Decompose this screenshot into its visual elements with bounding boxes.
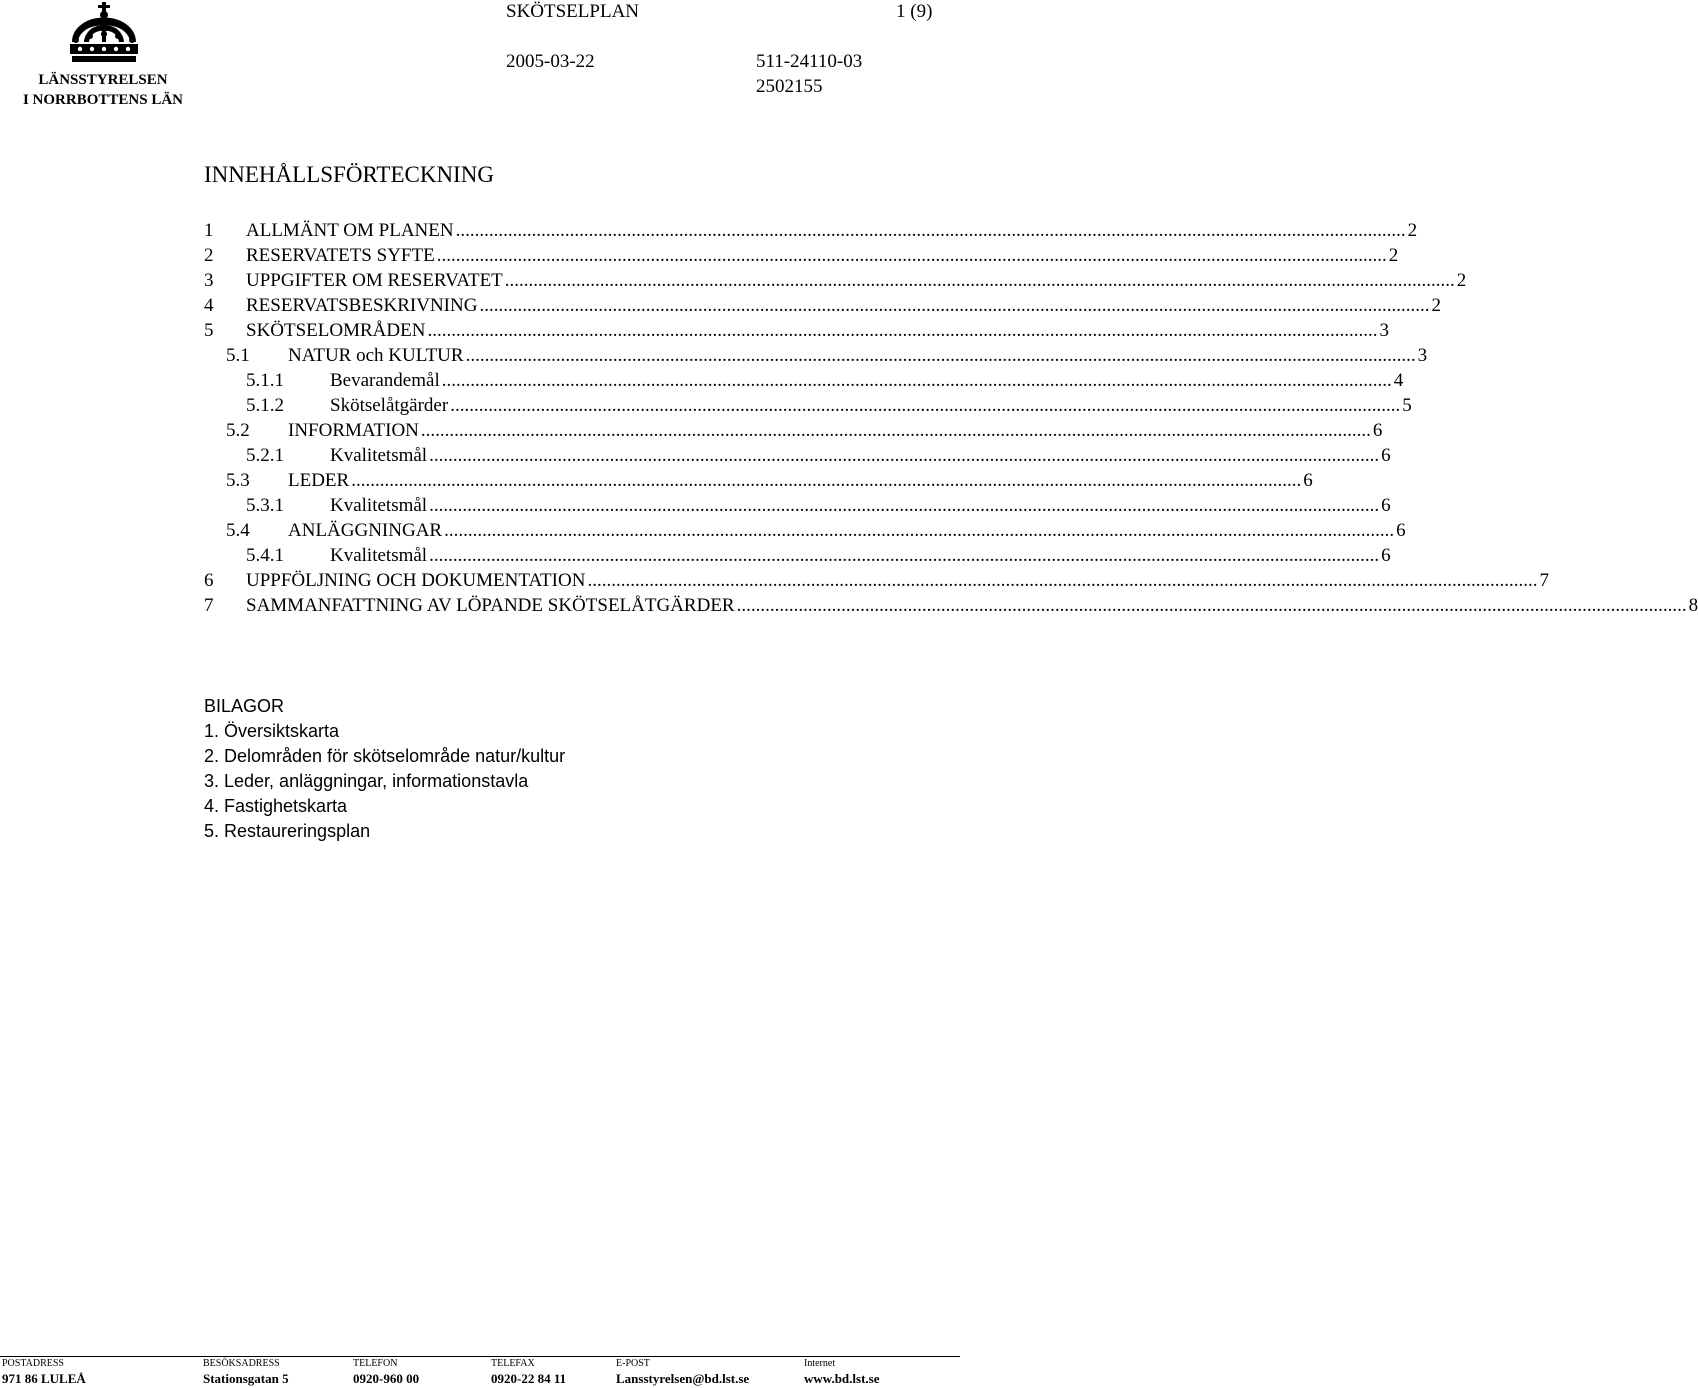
toc-leader-dots: ........................................................................................................................................................................................................	[504, 270, 1455, 291]
toc-entry-number: 4	[204, 295, 214, 316]
toc-entry-title: ALLMÄNT OM PLANEN	[246, 220, 454, 241]
org-name-line2: I NORRBOTTENS LÄN	[22, 92, 184, 108]
toc-entry-number: 5.2.1	[246, 445, 284, 466]
toc-entry[interactable]	[204, 393, 1412, 418]
toc-entry-number: 5.3.1	[246, 495, 284, 516]
toc-entry-page: 6	[1372, 420, 1383, 441]
toc-entry-title: Bevarandemål	[330, 370, 440, 391]
toc-entry-title: Kvalitetsmål	[330, 445, 428, 466]
toc-leader-dots: ........................................................................................................................................................................................................	[465, 345, 1416, 366]
toc-entry-page: 6	[1396, 520, 1406, 541]
footer-label: BESÖKSADRESS	[203, 1358, 280, 1369]
toc-entry-page: 3	[1379, 320, 1389, 341]
org-name-line1: LÄNSSTYRELSEN	[38, 72, 168, 88]
toc-entry-page: 3	[1417, 345, 1428, 366]
toc-entry-number: 1	[204, 220, 214, 241]
toc-entry[interactable]	[204, 293, 1441, 318]
toc-entry-number: 5.4.1	[246, 545, 284, 566]
doc-title: SKÖTSELPLAN	[506, 1, 640, 22]
toc-entry-number: 7	[204, 595, 214, 616]
toc-leader-dots: ........................................................................................................................................................................................................	[736, 595, 1687, 616]
toc-entry[interactable]	[204, 593, 1698, 618]
toc-entry-page: 6	[1381, 545, 1391, 566]
footer-website-link[interactable]: www.bd.lst.se	[804, 1371, 880, 1386]
toc-entry-page: 2	[1388, 245, 1399, 266]
toc-entry-title: SKÖTSELOMRÅDEN	[246, 320, 426, 341]
page-indicator: 1 (9)	[896, 1, 933, 22]
toc-entry-title: Skötselåtgärder	[330, 395, 449, 416]
toc-entry-number: 5.3	[226, 470, 250, 491]
toc-entry-page: 6	[1381, 495, 1391, 516]
footer-value: 971 86 LULEÅ	[2, 1371, 86, 1386]
toc-entry-number: 5.2	[226, 420, 250, 441]
toc-leader-dots: ........................................................................................................................................................................................................	[450, 395, 1401, 416]
toc-heading: INNEHÅLLSFÖRTECKNING	[204, 162, 494, 187]
toc-entry-number: 5.1.1	[246, 370, 284, 391]
toc-leader-dots: ........................................................................................................................................................................................................	[441, 370, 1392, 391]
attachment-item: 3. Leder, anläggningar, informationstavla	[204, 771, 529, 791]
toc-leader-dots: ........................................................................................................................................................................................................	[455, 220, 1406, 241]
footer-besoksadress	[203, 1358, 289, 1388]
attachment-item: 4. Fastighetskarta	[204, 796, 348, 816]
toc-entry-page: 2	[1456, 270, 1467, 291]
footer-telefax	[491, 1358, 566, 1388]
toc-leader-dots: ........................................................................................................................................................................................................	[420, 420, 1371, 441]
toc-entry-title: LEDER	[288, 470, 350, 491]
toc-entry-page: 7	[1539, 570, 1549, 591]
toc-entry[interactable]	[204, 568, 1549, 593]
toc-entry[interactable]	[204, 318, 1389, 343]
toc-entry-title: RESERVATETS SYFTE	[246, 245, 435, 266]
toc-entry-number: 5.1.2	[246, 395, 284, 416]
toc-entry-page: 2	[1407, 220, 1418, 241]
toc-entry[interactable]	[204, 518, 1406, 543]
toc-entry-title: Kvalitetsmål	[330, 545, 428, 566]
toc-entry-number: 3	[204, 270, 214, 291]
toc-entry[interactable]	[204, 543, 1391, 568]
footer-label: TELEFON	[353, 1358, 398, 1369]
footer-internet	[804, 1358, 880, 1388]
footer-email-link[interactable]: Lansstyrelsen@bd.lst.se	[616, 1371, 750, 1386]
toc-entry[interactable]	[204, 268, 1467, 293]
doc-ref-1: 511-24110-03	[756, 51, 863, 72]
footer-divider	[0, 1356, 960, 1357]
doc-ref-2: 2502155	[756, 76, 823, 97]
toc-entry-title: INFORMATION	[288, 420, 419, 441]
footer-value: 0920-22 84 11	[491, 1371, 567, 1386]
toc-entry[interactable]	[204, 443, 1391, 468]
footer-label: E-POST	[616, 1358, 650, 1369]
footer-value: Stationsgatan 5	[203, 1371, 289, 1386]
toc-leader-dots: ........................................................................................................................................................................................................	[429, 545, 1380, 566]
toc-entry-page: 2	[1431, 295, 1441, 316]
toc-leader-dots: ........................................................................................................................................................................................................	[427, 320, 1378, 341]
toc-entry-number: 6	[204, 570, 214, 591]
footer-postadress	[2, 1358, 86, 1388]
toc-entry-title: Kvalitetsmål	[330, 495, 428, 516]
attachments-heading: BILAGOR	[204, 696, 285, 716]
toc-leader-dots: ........................................................................................................................................................................................................	[351, 470, 1302, 491]
toc-entry[interactable]	[204, 418, 1383, 443]
toc-leader-dots: ........................................................................................................................................................................................................	[429, 445, 1380, 466]
toc-entry-page: 6	[1303, 470, 1313, 491]
toc-entry[interactable]	[204, 343, 1428, 368]
footer-epost	[616, 1358, 749, 1388]
toc-entry-page: 8	[1688, 595, 1698, 616]
attachments-section	[204, 694, 565, 844]
footer-label: POSTADRESS	[2, 1358, 64, 1369]
toc-entry-title: UPPFÖLJNING OCH DOKUMENTATION	[246, 570, 586, 591]
toc-leader-dots: ........................................................................................................................................................................................................	[444, 520, 1395, 541]
toc-leader-dots: ........................................................................................................................................................................................................	[436, 245, 1387, 266]
attachment-item: 5. Restaureringsplan	[204, 821, 371, 841]
toc-leader-dots: ........................................................................................................................................................................................................	[479, 295, 1430, 316]
toc-leader-dots: ........................................................................................................................................................................................................	[587, 570, 1538, 591]
toc-entry-title: ANLÄGGNINGAR	[288, 520, 443, 541]
attachment-item: 1. Översiktskarta	[204, 721, 340, 741]
toc-entry[interactable]	[204, 368, 1404, 393]
toc-entry-number: 5	[204, 320, 214, 341]
crown-icon	[66, 2, 142, 68]
toc-entry-title: SAMMANFATTNING AV LÖPANDE SKÖTSELÅTGÄRDER	[246, 595, 735, 616]
toc-entry[interactable]	[204, 218, 1418, 243]
footer-telefon	[353, 1358, 419, 1388]
toc-entry-page: 5	[1402, 395, 1412, 416]
toc-entry-title: NATUR och KULTUR	[288, 345, 464, 366]
toc-entry-number: 5.4	[226, 520, 250, 541]
attachment-item: 2. Delområden för skötselområde natur/kultur	[204, 746, 566, 766]
toc-entry[interactable]	[204, 468, 1313, 493]
toc-leader-dots: ........................................................................................................................................................................................................	[429, 495, 1380, 516]
footer-label: TELEFAX	[491, 1358, 535, 1369]
footer-value: 0920-960 00	[353, 1371, 420, 1386]
footer-label: Internet	[804, 1358, 836, 1369]
toc-entry-number: 2	[204, 245, 214, 266]
toc-entry-page: 6	[1381, 445, 1391, 466]
doc-date: 2005-03-22	[506, 51, 595, 72]
table-of-contents	[204, 218, 1698, 618]
toc-entry-page: 4	[1393, 370, 1404, 391]
toc-entry[interactable]	[204, 493, 1391, 518]
toc-entry[interactable]	[204, 243, 1399, 268]
toc-entry-title: UPPGIFTER OM RESERVATET	[246, 270, 503, 291]
toc-entry-title: RESERVATSBESKRIVNING	[246, 295, 478, 316]
toc-entry-number: 5.1	[226, 345, 250, 366]
